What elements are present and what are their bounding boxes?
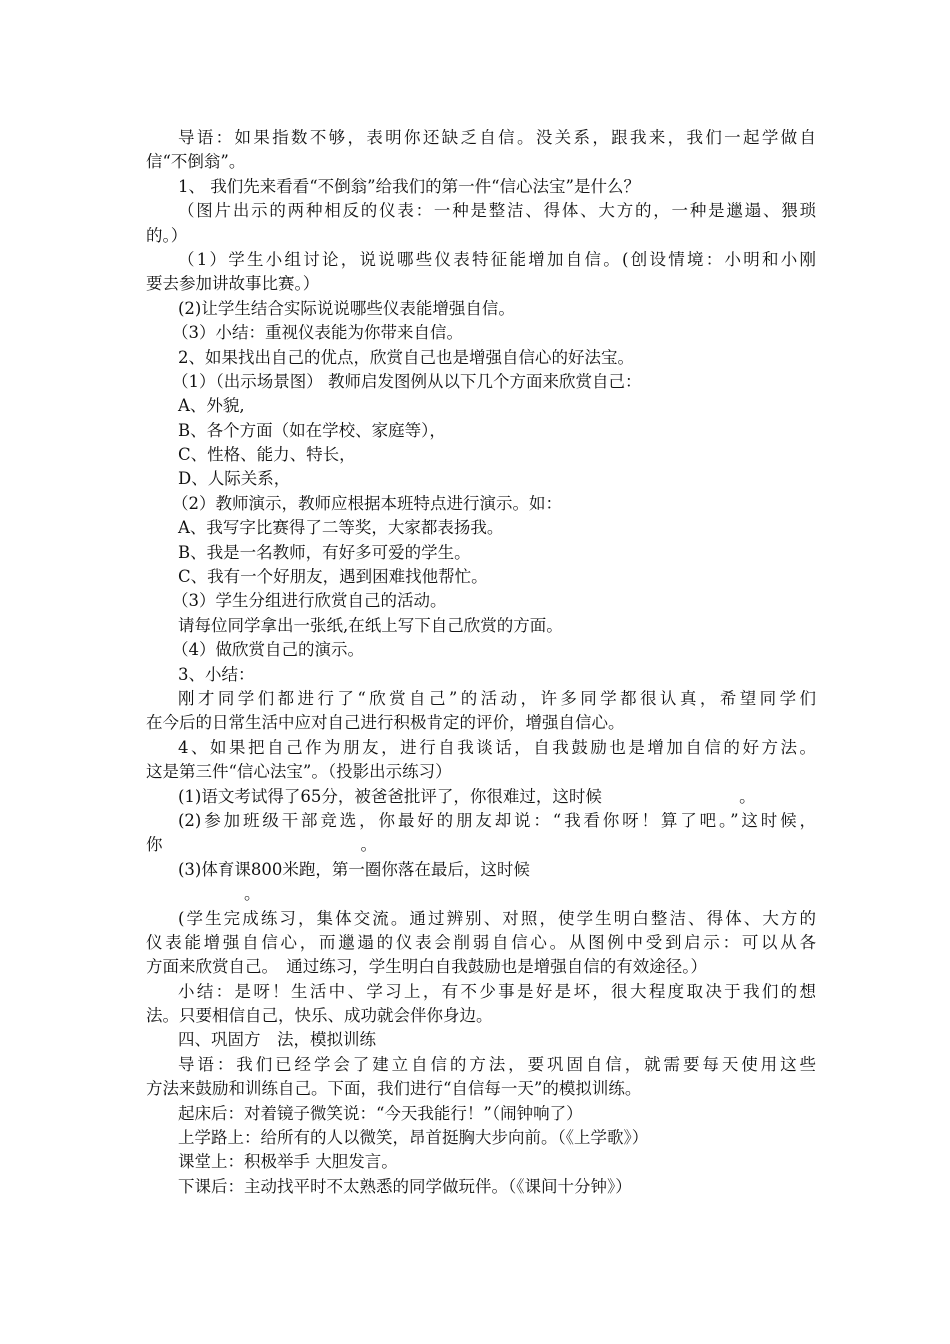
document-body bbox=[146, 126, 816, 1199]
list-item: A、外貌, bbox=[178, 396, 245, 416]
paragraph-line: （2）教师演示，教师应根据本班特点进行演示。如： bbox=[172, 493, 562, 513]
list-item: A、我写字比赛得了二等奖，大家都表扬我。 bbox=[178, 518, 504, 538]
paragraph-line: 小结：是呀！生活中、学习上，有不少事是好是坏，很大程度取决于我们的想 bbox=[178, 981, 816, 1001]
paragraph-line: 导语：我们已经学会了建立自信的方法，要巩固自信，就需要每天使用这些 bbox=[178, 1054, 816, 1074]
paragraph-line: （3）学生分组进行欣赏自己的活动。 bbox=[172, 591, 447, 611]
paragraph-line: 刚才同学们都进行了“欣赏自己”的活动，许多同学都很认真，希望同学们 bbox=[178, 688, 816, 708]
paragraph-line: 1、 我们先来看看“不倒翁”给我们的第一件“信心法宝”是什么？ bbox=[178, 176, 640, 196]
section-heading: 四、巩固方 法，模拟训练 bbox=[178, 1030, 376, 1050]
paragraph-line: 起床后：对着镜子微笑说：“今天我能行！”（闹钟响了） bbox=[178, 1103, 583, 1123]
paragraph-line: 这是第三件“信心法宝”。（投影出示练习） bbox=[146, 762, 452, 782]
exercise-line: (3)体育课800米跑，第一圈你落在最后，这时候 bbox=[178, 859, 530, 879]
paragraph-line: 上学路上：给所有的人以微笑，昂首挺胸大步向前。（《上学歌》） bbox=[178, 1128, 649, 1148]
list-item: B、各个方面（如在学校、家庭等）， bbox=[178, 420, 446, 440]
paragraph-line: 仪表能增强自信心，而邋遢的仪表会削弱自信心。从图例中受到启示：可以从各 bbox=[146, 932, 816, 952]
exercise-line: 。 bbox=[178, 884, 261, 904]
paragraph-line: 在今后的日常生活中应对自己进行积极肯定的评价，增强自信心。 bbox=[146, 713, 625, 733]
exercise-line: (2)参加班级干部竞选，你最好的朋友却说：“我看你呀！算了吧。”这时候， bbox=[178, 810, 816, 830]
paragraph-line: 请每位同学拿出一张纸,在纸上写下自己欣赏的方面。 bbox=[178, 615, 563, 635]
paragraph-line: （1）（出示场景图） 教师启发图例从以下几个方面来欣赏自己： bbox=[172, 371, 642, 391]
paragraph-line: (2)让学生结合实际说说哪些仪表能增强自信。 bbox=[178, 298, 515, 318]
paragraph-line: 4、如果把自己作为朋友，进行自我谈话，自我鼓励也是增加自信的好方法。 bbox=[178, 737, 816, 757]
paragraph-line: 课堂上：积极举手 大胆发言。 bbox=[178, 1152, 398, 1172]
paragraph-line: 导语：如果指数不够，表明你还缺乏自信。没关系，跟我来，我们一起学做自 bbox=[178, 128, 816, 147]
paragraph-line: 的。） bbox=[146, 225, 188, 245]
list-item: C、我有一个好朋友，遇到困难找他帮忙。 bbox=[178, 567, 488, 587]
paragraph-line: 方面来欣赏自己。 通过练习，学生明白自我鼓励也是增强自信的有效途径。） bbox=[146, 957, 707, 977]
list-item: D、人际关系， bbox=[178, 469, 291, 489]
paragraph-line: （3）小结：重视仪表能为你带来自信。 bbox=[172, 323, 463, 343]
paragraph-line: （1）学生小组讨论，说说哪些仪表特征能增加自信。(创设情境：小明和小刚 bbox=[178, 249, 816, 269]
paragraph-line: 方法来鼓励和训练自己。下面，我们进行“自信每一天”的模拟训练。 bbox=[146, 1079, 642, 1099]
paragraph-line: 法。只要相信自己，快乐、成功就会伴你身边。 bbox=[146, 1006, 493, 1026]
paragraph-line: (学生完成练习，集体交流。通过辨别、对照，使学生明白整洁、得体、大方的 bbox=[178, 908, 816, 928]
paragraph-line: （4）做欣赏自己的演示。 bbox=[172, 640, 364, 660]
paragraph-line: （图片出示的两种相反的仪表：一种是整洁、得体、大方的，一种是邋遢、猥琐 bbox=[178, 201, 816, 221]
paragraph-line: 3、小结： bbox=[178, 664, 255, 684]
exercise-line: (1)语文考试得了65分，被爸爸批评了，你很难过，这时候 。 bbox=[178, 786, 756, 806]
paragraph-line: 2、如果找出自己的优点，欣赏自己也是增强自信心的好法宝。 bbox=[178, 347, 634, 367]
list-item: B、我是一名教师，有好多可爱的学生。 bbox=[178, 542, 471, 562]
exercise-line: 你 。 bbox=[146, 835, 377, 855]
paragraph-line: 要去参加讲故事比赛。） bbox=[146, 274, 320, 294]
list-item: C、性格、能力、特长， bbox=[178, 445, 356, 465]
paragraph-line: 下课后：主动找平时不太熟悉的同学做玩伴。（《课间十分钟》） bbox=[178, 1176, 632, 1196]
paragraph-line: 信“不倒翁”。 bbox=[146, 152, 246, 172]
